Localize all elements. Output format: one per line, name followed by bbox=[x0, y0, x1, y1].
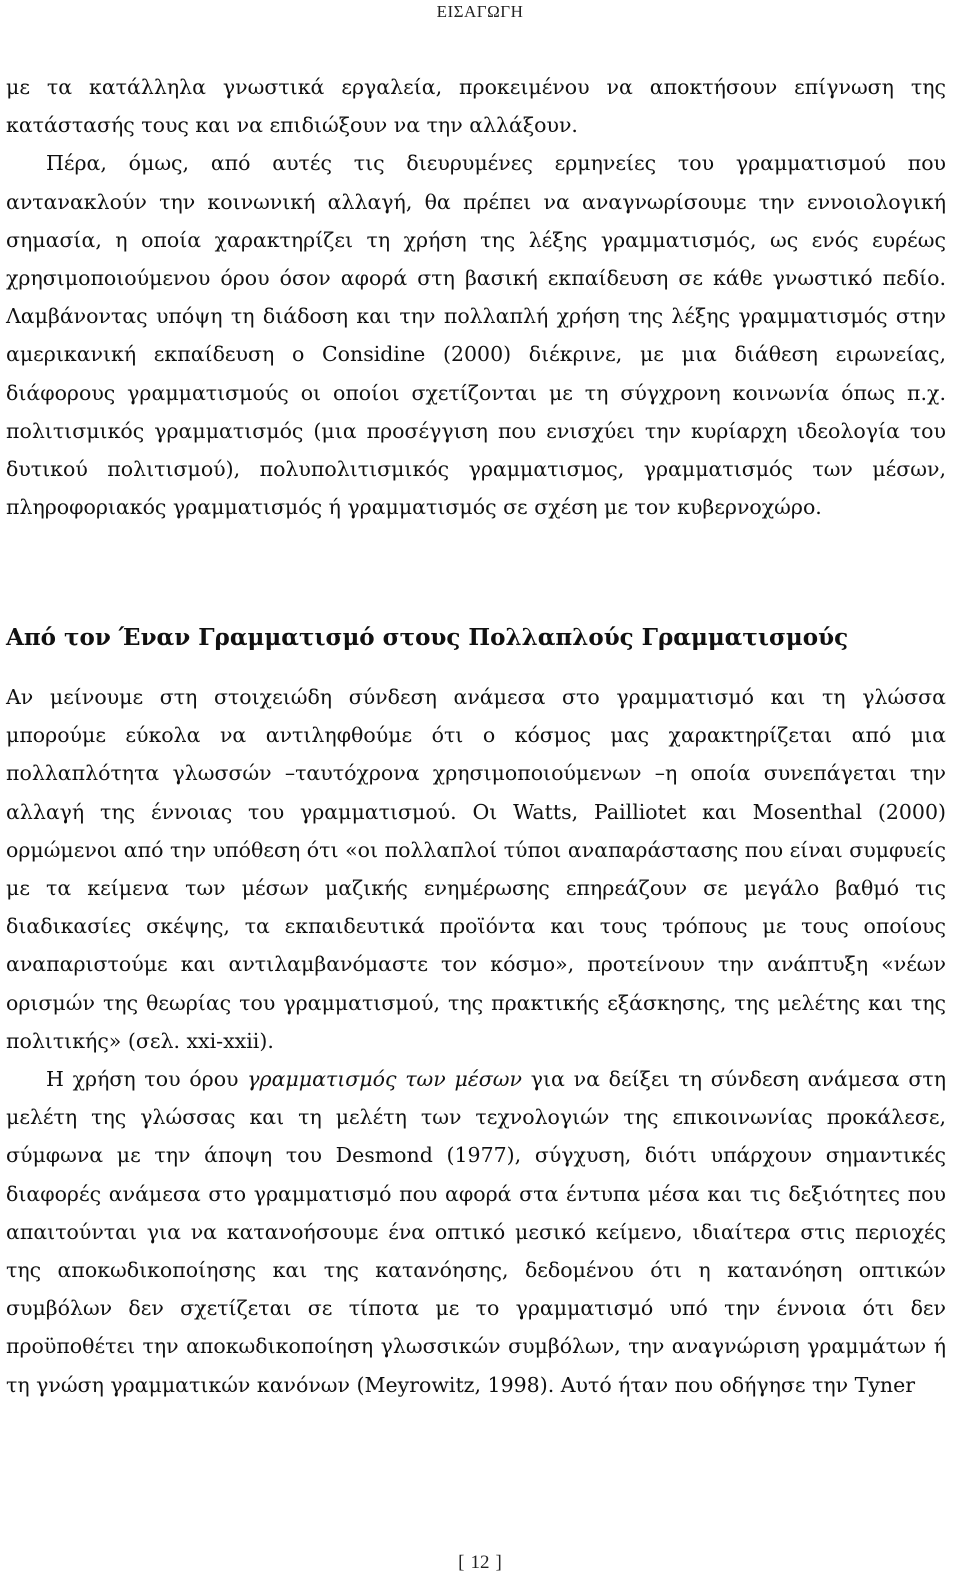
paragraph-literacy-definitions: Πέρα, όμως, από αυτές τις διευρυμένες ερμηνείες του γραμματισμού που αντανακλούν την κοινωνική αλλαγή, θα πρέπει να αναγνωρίσουμε την εννοιολογική σημασία, η οποία χαρακτηρίζει τη χρήση της λέξης γραμματισμός, ως ενός ευρέως χρησιμοποιούμενου όρου όσον αφορά στη βασική εκπαίδευση σε κάθε γνωστικό πεδίο. Λαμβάνοντας υπόψη τη διάδοση και την πολλαπλή χρήση της λέξης γραμματισμός στην αμερικανική εκπαίδευση ο Considine (2000) διέκρινε, με μια διάθεση ειρωνείας, διάφορους γραμματισμούς οι οποίοι σχετίζονται με τη σύγχρονη κοινωνία όπως π.χ. πολιτισμικός γραμματισμός (μια προσέγγιση που ενισχύει την κυρίαρχη ιδεολογία του δυτικού πολιτισμού), πολυπολιτισμικός γραμματισμος, γραμματισμός των μέσων, πληροφοριακός γραμματισμός ή γραμματισμός σε σχέση με τον κυβερνοχώρο. bbox=[6, 151, 946, 520]
paragraph-multiple-literacies: Αν μείνουμε στη στοιχειώδη σύνδεση ανάμεσα στο γραμματισμό και τη γλώσσα μπορούμε εύκολα να αντιληφθούμε ότι ο κόσμος μας χαρακτηρίζεται από μια πολλαπλότητα γλωσσών –ταυτόχρονα χρησιμοποιούμενων –η οποία συνεπάγεται την αλλαγή της έννοιας του γραμματισμού. Οι Watts, Pailliotet και Mosenthal (2000) ορμώμενοι από την υπόθεση ότι «οι πολλαπλοί τύποι αναπαράστασης που είναι συμφυείς με τα κείμενα των μέσων μαζικής ενημέρωσης επηρεάζουν σε μεγάλο βαθμό τις διαδικασίες σκέψης, τα εκπαιδευτικά προϊόντα και τους τρόπους με τους οποίους αναπαριστούμε και αντιλαμβανόμαστε τον κόσμο», προτείνουν την ανάπτυξη «νέων ορισμών της θεωρίας του γραμματισμού, της πρακτικής εξάσκησης, της μελέτης και της πολιτικής» (σελ. xxi-xxii). bbox=[6, 685, 946, 1053]
paragraph-media-literacy bbox=[6, 1060, 946, 1404]
page-number-right-bracket: ] bbox=[495, 1552, 502, 1573]
text-block-section bbox=[6, 678, 946, 1404]
running-header: ΕΙΣΑΓΩΓΗ bbox=[436, 2, 524, 21]
paragraph-text: για να δείξει τη σύνδεση ανάμεσα στη μελέτη της γλώσσας και τη μελέτη των τεχνολογιών της επικοινωνίας προκάλεσε, σύμφωνα με την άποψη του Desmond (1977), σύγχυση, διότι υπάρχουν σημαντικές διαφορές ανάμεσα στο γραμματισμό που αφορά στα έντυπα μέσα και τις δεξιότητες που απαιτούνται για να κατανοήσουμε ένα οπτικό μεσικό κείμενο, ιδιαίτερα στις περιοχές της αποκωδικοποίησης και της κατανόησης, δεδομένου ότι η κατανόηση οπτικών συμβόλων δεν σχετίζεται σε τίποτα με το γραμματισμό υπό την έννοια ότι δεν προϋποθέτει την αποκωδικοποίηση γλωσσικών συμβόλων, την αναγνώριση γραμμάτων ή τη γνώση γραμματικών κανόνων (Meyrowitz, 1998). Αυτό ήταν που οδήγησε την Tyner bbox=[6, 1067, 946, 1397]
section-heading: Από τον Έναν Γραμματισμό στους Πολλαπλούς Γραμματισμούς bbox=[6, 624, 849, 651]
paragraph-continuation: με τα κατάλληλα γνωστικά εργαλεία, προκειμένου να αποκτήσουν επίγνωση της κατάστασής τους και να επιδιώξουν να την αλλάξουν. bbox=[6, 75, 946, 138]
page-number bbox=[0, 1552, 960, 1574]
paragraph-text: Η χρήση του όρου bbox=[46, 1067, 248, 1092]
page-number-value: 12 bbox=[470, 1552, 490, 1573]
italic-term: γραμματισμός των μέσων bbox=[247, 1067, 522, 1092]
text-block-intro bbox=[6, 68, 946, 526]
page-number-left-bracket: [ bbox=[458, 1552, 465, 1573]
